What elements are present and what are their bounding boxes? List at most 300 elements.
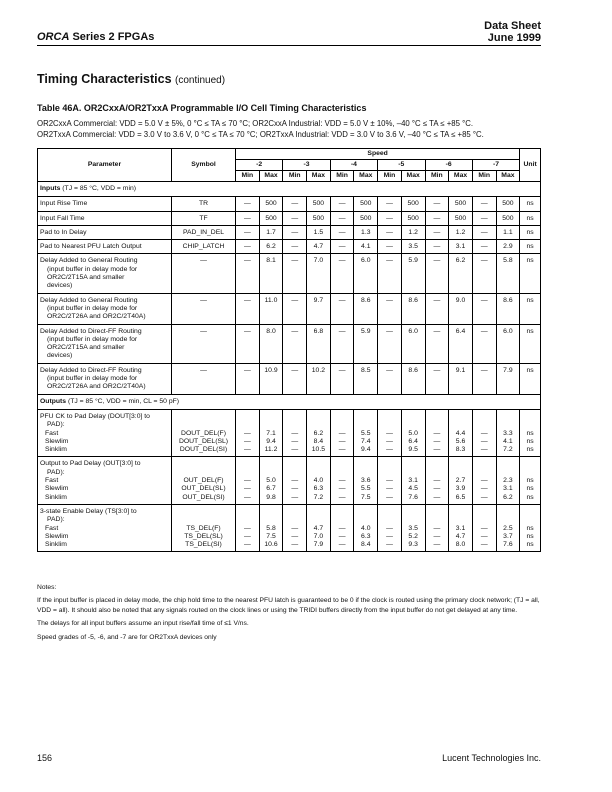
parameter-cell	[38, 409, 172, 456]
max-value-line: 8.0	[455, 541, 466, 549]
max-value	[354, 409, 378, 456]
min-value-line: —	[433, 429, 441, 437]
table-row	[38, 363, 541, 394]
parameter-line: devices)	[47, 352, 73, 360]
parameter-line: devices)	[47, 282, 73, 290]
parameter-line: Input Rise Time	[40, 200, 88, 208]
max-value	[401, 409, 425, 456]
unit-cell: ns	[520, 240, 541, 254]
max-value-line: 4.0	[361, 524, 371, 532]
min-value	[236, 457, 260, 504]
max-value: 8.0	[259, 324, 283, 363]
max-header: Max	[449, 171, 473, 182]
min-value: —	[236, 363, 260, 394]
max-value-line: 3.7	[503, 532, 513, 540]
max-value	[449, 409, 473, 456]
section-suffix: (continued)	[175, 75, 226, 86]
sub-parameter: Sinklim	[45, 541, 67, 549]
max-value-line: 2.7	[455, 477, 466, 485]
min-value-line: —	[433, 477, 441, 485]
series-name: Series 2 FPGAs	[69, 31, 155, 43]
sub-parameter: Slewlim	[45, 532, 69, 540]
min-value-line: —	[338, 541, 346, 549]
min-value-line: —	[386, 532, 393, 540]
min-value	[378, 409, 402, 456]
min-value	[283, 457, 307, 504]
min-value: —	[425, 197, 449, 211]
min-value-line: —	[480, 493, 488, 501]
min-value-line: —	[338, 532, 346, 540]
doc-type: Data Sheet	[484, 20, 541, 32]
max-value: 1.2	[401, 225, 425, 239]
max-value: 500	[401, 197, 425, 211]
min-value-line: —	[480, 485, 488, 493]
min-value: —	[283, 363, 307, 394]
max-value-line: 6.4	[408, 437, 418, 445]
max-value: 6.0	[496, 324, 520, 363]
max-value	[259, 409, 283, 456]
max-value-line: 3.5	[408, 524, 418, 532]
min-value-line: —	[291, 532, 299, 540]
min-header: Min	[472, 171, 496, 182]
min-value-line: —	[243, 446, 251, 454]
unit-cell	[520, 409, 541, 456]
min-value-line: —	[480, 446, 488, 454]
max-value-line: 3.1	[503, 485, 513, 493]
min-value: —	[378, 211, 402, 225]
max-value: 5.9	[401, 254, 425, 293]
min-value: —	[236, 197, 260, 211]
min-value-line: —	[338, 437, 346, 445]
min-value: —	[330, 225, 354, 239]
min-value: —	[425, 240, 449, 254]
max-value: 1.3	[354, 225, 378, 239]
max-value: 4.1	[354, 240, 378, 254]
max-value: 9.1	[449, 363, 473, 394]
max-header: Max	[259, 171, 283, 182]
parameter-cell	[38, 225, 172, 239]
max-value	[259, 457, 283, 504]
min-value: —	[236, 293, 260, 324]
max-value-line: 5.2	[408, 532, 418, 540]
max-value: 6.2	[449, 254, 473, 293]
max-value-line: 5.8	[266, 524, 276, 532]
max-value: 8.6	[354, 293, 378, 324]
timing-table	[37, 148, 541, 552]
parameter-line: Delay Added to Direct-FF Routing	[40, 327, 142, 335]
max-value: 4.7	[307, 240, 331, 254]
symbol-cell: —	[172, 254, 236, 293]
note: The delays for all input buffers assume an input rise/fall time of ≤1 V/ns.	[37, 620, 249, 628]
parameter-line: (input buffer in delay mode for	[47, 335, 138, 343]
min-value-line: —	[433, 532, 441, 540]
min-value-line: —	[386, 493, 393, 501]
parameter-line: Delay Added to Direct-FF Routing	[40, 366, 142, 374]
symbol-cell-line: TS_DEL(SI)	[185, 541, 222, 549]
max-value: 10.2	[307, 363, 331, 394]
parameter-line: Delay Added to General Routing	[40, 257, 138, 265]
section-label	[38, 394, 541, 409]
parameter-cell	[38, 504, 172, 551]
parameter-line: 3-state Enable Delay (TS[3:0] to	[40, 507, 137, 515]
parameter-cell	[38, 240, 172, 254]
max-value: 500	[496, 197, 520, 211]
min-value	[472, 457, 496, 504]
parameter-line: PAD):	[47, 468, 65, 476]
sub-parameter: Slewlim	[45, 437, 69, 445]
table-row-group	[38, 457, 541, 504]
min-value: —	[425, 293, 449, 324]
min-value	[236, 409, 260, 456]
sub-parameter: Slewlim	[45, 485, 69, 493]
min-header: Min	[330, 171, 354, 182]
min-header: Min	[378, 171, 402, 182]
max-value-line: 7.5	[361, 493, 371, 501]
min-header: Min	[236, 171, 260, 182]
min-value-line: —	[433, 437, 441, 445]
table-row	[38, 254, 541, 293]
min-value-line: —	[338, 446, 346, 454]
max-value-line: 6.3	[313, 485, 324, 493]
min-value	[425, 457, 449, 504]
max-value: 1.2	[449, 225, 473, 239]
series-title	[37, 31, 154, 43]
max-value: 6.4	[449, 324, 473, 363]
speed-grade-header: -7	[472, 160, 519, 171]
parameter-line: Delay Added to General Routing	[40, 296, 138, 304]
parameter-line: (input buffer in delay mode for	[47, 375, 138, 383]
min-value: —	[425, 254, 449, 293]
section-name: Inputs	[40, 185, 61, 192]
max-value-line: 4.1	[503, 437, 513, 445]
min-value: —	[283, 240, 307, 254]
min-value: —	[425, 211, 449, 225]
max-value: 6.2	[259, 240, 283, 254]
min-value-line: —	[338, 485, 346, 493]
min-value: —	[283, 324, 307, 363]
min-value-line: —	[386, 446, 393, 454]
table-row	[38, 225, 541, 239]
min-value-line: —	[291, 429, 299, 437]
unit-cell: ns	[520, 211, 541, 225]
max-value	[354, 457, 378, 504]
max-value: 3.5	[401, 240, 425, 254]
notes-heading: Notes:	[37, 584, 57, 591]
max-value-line: 5.6	[455, 437, 466, 445]
unit-cell-line: ns	[526, 429, 534, 437]
parameter-line: PFU CK to Pad Delay (DOUT[3:0] to	[40, 412, 150, 420]
orca-brand: ORCA	[37, 31, 70, 43]
symbol-cell: —	[172, 293, 236, 324]
max-value-line: 7.2	[503, 446, 513, 454]
unit-cell: ns	[520, 324, 541, 363]
max-value-line: 9.3	[408, 541, 418, 549]
min-value-line: —	[243, 524, 251, 532]
min-value	[425, 504, 449, 551]
section-condition: (TJ = 85 °C, VDD = min)	[60, 185, 137, 192]
sub-parameter: Fast	[45, 524, 59, 532]
unit-cell-line: ns	[526, 493, 534, 501]
symbol-cell-line: OUT_DEL(SL)	[181, 485, 226, 493]
max-value: 500	[354, 197, 378, 211]
max-value: 8.6	[401, 363, 425, 394]
parameter-line: (input buffer in delay mode for	[47, 265, 138, 273]
min-value-line: —	[243, 429, 251, 437]
max-value-line: 9.5	[408, 446, 418, 454]
max-value-line: 3.6	[361, 477, 371, 485]
parameter-cell	[38, 254, 172, 293]
parameter-line: PAD):	[47, 516, 65, 524]
symbol-cell	[172, 409, 236, 456]
max-value-line: 7.0	[313, 532, 324, 540]
min-value: —	[236, 225, 260, 239]
max-value: 1.1	[496, 225, 520, 239]
section-title-text: Timing Characteristics	[37, 72, 172, 86]
min-value-line: —	[480, 524, 488, 532]
min-value: —	[472, 324, 496, 363]
notes	[37, 583, 547, 646]
unit-cell-line: ns	[526, 541, 534, 549]
max-value-line: 4.0	[313, 477, 324, 485]
max-value: 500	[401, 211, 425, 225]
min-value-line: —	[291, 477, 299, 485]
max-value-line: 7.9	[313, 541, 324, 549]
max-value: 6.8	[307, 324, 331, 363]
speed-grade-header: -5	[378, 160, 425, 171]
max-value-line: 6.5	[455, 493, 466, 501]
max-value-line: 3.3	[503, 429, 513, 437]
min-value-line: —	[291, 485, 299, 493]
max-header: Max	[307, 171, 331, 182]
min-value: —	[425, 225, 449, 239]
min-value-line: —	[338, 493, 346, 501]
speed-grade-header: -4	[330, 160, 377, 171]
max-value-line: 5.5	[361, 485, 371, 493]
max-value-line: 4.4	[455, 429, 466, 437]
max-value-line: 4.7	[455, 532, 466, 540]
max-value: 8.6	[401, 293, 425, 324]
min-value: —	[330, 211, 354, 225]
unit-cell-line: ns	[526, 477, 534, 485]
note: Speed grades of -5, -6, and -7 are for OR2TxxA devices only	[37, 633, 217, 641]
min-value	[283, 409, 307, 456]
min-value-line: —	[386, 524, 393, 532]
min-value-line: —	[243, 477, 251, 485]
unit-cell: ns	[520, 197, 541, 211]
min-value: —	[472, 293, 496, 324]
min-value-line: —	[386, 437, 393, 445]
max-value: 500	[449, 197, 473, 211]
min-value: —	[425, 363, 449, 394]
min-value-line: —	[291, 493, 299, 501]
max-value: 7.9	[496, 363, 520, 394]
min-value-line: —	[338, 524, 346, 532]
min-value: —	[236, 324, 260, 363]
parameter-line: OR2C/2T26A and OR2C/2T40A)	[47, 383, 146, 391]
parameter-line: Input Fall Time	[40, 214, 85, 222]
table-row-group	[38, 504, 541, 551]
unit-cell	[520, 457, 541, 504]
table-row	[38, 293, 541, 324]
symbol-cell-line: DOUT_DEL(SL)	[178, 437, 229, 445]
min-value-line: —	[386, 485, 393, 493]
max-value-line: 5.0	[408, 429, 418, 437]
max-header: Max	[496, 171, 520, 182]
parameter-line: OR2C/2T15A and smaller	[47, 274, 125, 282]
max-value	[496, 457, 520, 504]
max-value-line: 7.2	[313, 493, 324, 501]
table-row	[38, 324, 541, 363]
min-value: —	[330, 293, 354, 324]
min-value: —	[378, 225, 402, 239]
max-value-line: 7.6	[408, 493, 418, 501]
min-value: —	[378, 240, 402, 254]
table-row	[38, 211, 541, 225]
min-value-line: —	[243, 541, 251, 549]
max-value: 2.9	[496, 240, 520, 254]
parameter-cell	[38, 324, 172, 363]
max-value	[307, 457, 331, 504]
min-header: Min	[283, 171, 307, 182]
min-value: —	[472, 254, 496, 293]
min-value	[330, 457, 354, 504]
max-value	[354, 504, 378, 551]
speed-grade-header: -6	[425, 160, 472, 171]
min-value	[330, 504, 354, 551]
max-value-line: 7.6	[503, 541, 513, 549]
min-value	[472, 409, 496, 456]
max-value: 6.0	[354, 254, 378, 293]
min-value-line: —	[480, 541, 488, 549]
symbol-cell: TR	[172, 197, 236, 211]
table-row	[38, 197, 541, 211]
table-conditions	[37, 118, 484, 140]
min-value: —	[472, 225, 496, 239]
section-name: Outputs	[40, 397, 67, 405]
min-value	[378, 457, 402, 504]
unit-cell-line: ns	[526, 524, 534, 532]
min-value: —	[472, 211, 496, 225]
min-value: —	[472, 363, 496, 394]
symbol-cell	[172, 504, 236, 551]
table-title: Table 46A. OR2CxxA/OR2TxxA Programmable I/O Cell Timing Characteristics	[37, 103, 367, 113]
max-value	[449, 504, 473, 551]
parameter-cell	[38, 457, 172, 504]
min-value: —	[236, 240, 260, 254]
min-value-line: —	[386, 477, 393, 485]
min-value-line: —	[338, 477, 346, 485]
min-value: —	[330, 197, 354, 211]
min-value-line: —	[243, 437, 251, 445]
max-value-line: 10.5	[311, 446, 326, 454]
max-value	[401, 457, 425, 504]
max-value	[307, 409, 331, 456]
min-value-line: —	[433, 524, 441, 532]
section-label	[38, 182, 541, 197]
unit-cell-line: ns	[526, 485, 534, 493]
max-value-line: 8.4	[361, 541, 371, 549]
min-value: —	[283, 254, 307, 293]
min-value-line: —	[338, 429, 346, 437]
sub-parameter: Fast	[45, 477, 59, 485]
min-value-line: —	[433, 446, 441, 454]
max-value: 500	[354, 211, 378, 225]
min-value: —	[472, 240, 496, 254]
symbol-cell-line: OUT_DEL(F)	[183, 477, 224, 485]
parameter-line: (input buffer in delay mode for	[47, 304, 138, 312]
parameter-line: PAD):	[47, 421, 65, 429]
min-value-line: —	[386, 429, 393, 437]
max-value-line: 8.4	[313, 437, 324, 445]
min-value	[378, 504, 402, 551]
max-value-line: 8.3	[455, 446, 466, 454]
max-value-line: 4.7	[313, 524, 324, 532]
max-value-line: 10.6	[264, 541, 278, 549]
page-number: 156	[37, 753, 53, 763]
max-value-line: 2.5	[503, 524, 513, 532]
min-value: —	[378, 363, 402, 394]
max-value-line: 6.7	[266, 485, 276, 493]
min-value-line: —	[291, 541, 299, 549]
max-value	[496, 504, 520, 551]
min-value-line: —	[243, 493, 251, 501]
max-value: 500	[307, 211, 331, 225]
note: If the input buffer is placed in delay mode, the chip hold time to the nearest PFU latch is guaranteed to be 0 if the clock is routed using the primary clock network; (TJ = all, VDD = all). It should also be noted that any signals routed on the clock lines or using the TRIDI buffers directly from the input buffer do not get delayed at any time.	[37, 597, 540, 614]
min-value: —	[236, 254, 260, 293]
min-value	[472, 504, 496, 551]
min-value	[330, 409, 354, 456]
max-value-line: 7.5	[266, 532, 276, 540]
parameter-cell	[38, 197, 172, 211]
max-value-line: 6.2	[313, 429, 324, 437]
max-value-line: 2.3	[503, 477, 513, 485]
symbol-cell-line: DOUT_DEL(F)	[181, 429, 226, 437]
sub-parameter: Sinklim	[45, 446, 67, 454]
min-value: —	[330, 363, 354, 394]
max-value: 500	[449, 211, 473, 225]
min-header: Min	[425, 171, 449, 182]
symbol-cell: —	[172, 324, 236, 363]
sub-parameter: Fast	[45, 429, 59, 437]
min-value	[283, 504, 307, 551]
parameter-cell	[38, 211, 172, 225]
max-value: 11.0	[259, 293, 283, 324]
speed-grade-header: -2	[236, 160, 283, 171]
max-value: 9.0	[449, 293, 473, 324]
min-value: —	[330, 324, 354, 363]
speed-grade-header: -3	[283, 160, 330, 171]
symbol-cell-line: TS_DEL(SL)	[184, 532, 223, 540]
max-value: 8.1	[259, 254, 283, 293]
symbol-cell	[172, 457, 236, 504]
section-title	[37, 72, 225, 86]
min-value: —	[330, 240, 354, 254]
max-value: 500	[496, 211, 520, 225]
min-value: —	[472, 197, 496, 211]
min-value-line: —	[480, 477, 488, 485]
min-value-line: —	[480, 429, 488, 437]
max-value: 10.9	[259, 363, 283, 394]
parameter-line: Pad to Nearest PFU Latch Output	[40, 243, 142, 251]
min-value	[425, 409, 449, 456]
min-value-line: —	[433, 493, 441, 501]
footer-company: Lucent Technologies Inc.	[442, 753, 541, 763]
header-speed: Speed	[236, 149, 520, 160]
parameter-line: Pad to In Delay	[40, 228, 87, 236]
min-value	[236, 504, 260, 551]
min-value: —	[283, 225, 307, 239]
max-value-line: 4.5	[408, 485, 418, 493]
